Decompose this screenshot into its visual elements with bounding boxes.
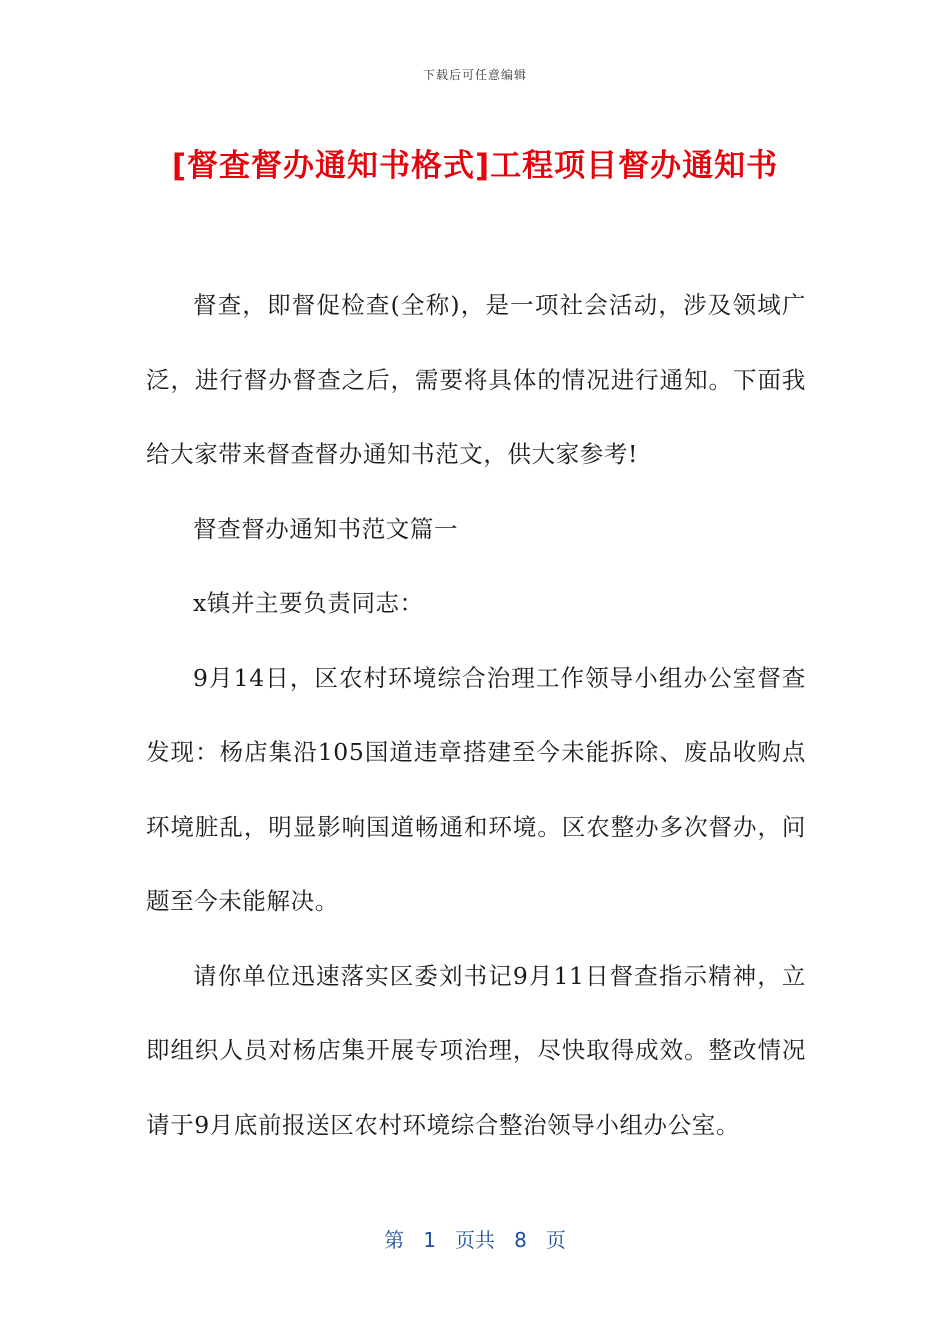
footer-prefix: 第 bbox=[384, 1228, 405, 1252]
footer-current-page: 1 bbox=[423, 1228, 436, 1252]
document-body bbox=[146, 268, 806, 1162]
paragraph-instruction: 请你单位迅速落实区委刘书记9月11日督查指示精神，立即组织人员对杨店集开展专项治理，尽快取得成效。整改情况请于9月底前报送区农村环境综合整治领导小组办公室。 bbox=[146, 961, 806, 1139]
paragraph-intro: 督查，即督促检查(全称)，是一项社会活动，涉及领域广泛，进行督办督查之后，需要将具体的情况进行通知。下面我给大家带来督查督办通知书范文，供大家参考! bbox=[146, 291, 806, 468]
footer-suffix: 页 bbox=[545, 1228, 566, 1252]
document-title: [督查督办通知书格式]工程项目督办通知书 bbox=[171, 148, 779, 184]
paragraph-finding: 9月14日，区农村环境综合治理工作领导小组办公室督查发现：杨店集沿105国道违章搭建至今未能拆除、废品收购点环境脏乱，明显影响国道畅通和环境。区农整办多次督办，问题至今未能解决。 bbox=[146, 663, 806, 915]
paragraph-section-heading: 督查督办通知书范文篇一 bbox=[193, 514, 459, 543]
footer-middle: 页共 bbox=[455, 1228, 495, 1252]
footer-total-pages: 8 bbox=[514, 1228, 527, 1252]
page-footer bbox=[0, 1224, 950, 1253]
paragraph-salutation: x镇并主要负责同志： bbox=[193, 589, 424, 617]
header-note: 下载后可任意编辑 bbox=[422, 68, 527, 82]
